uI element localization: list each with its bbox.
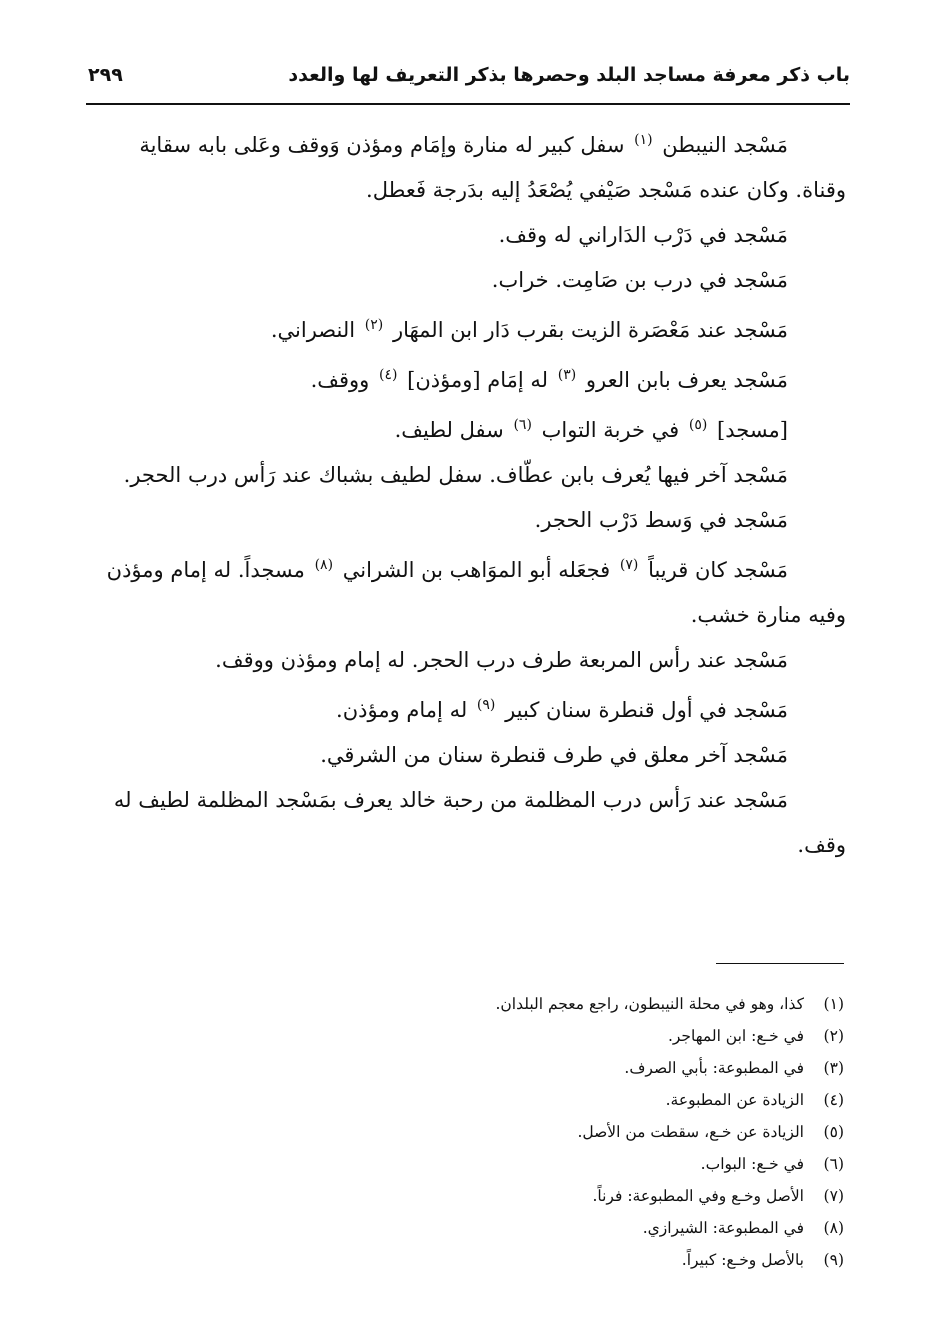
- footnote: [244, 1020, 844, 1052]
- entry-text: مَسْجد آخر فيها يُعرف بابن عطّاف. سفل لطيف بشباك عند رَأس درب الحجر.: [123, 463, 788, 487]
- entry-paragraph: [94, 353, 846, 403]
- entry-text: النصراني.: [270, 318, 356, 342]
- footnote-number: (٩): [823, 1251, 844, 1269]
- entry-paragraph: [94, 403, 846, 453]
- entry-paragraph: [94, 118, 846, 213]
- footnote-text: بالأصل وخـع: كبيراً.: [681, 1251, 804, 1269]
- footnote-number: (٢): [823, 1027, 844, 1045]
- entry-text: مَسْجد عند رأس المربعة طرف درب الحجر. له إمام ومؤذن ووقف.: [215, 648, 788, 672]
- entry-text: مَسْجد في دَرْب الدَاراني له وقف.: [498, 223, 788, 247]
- entry-paragraph: [94, 683, 846, 733]
- footnote-number: (٦): [823, 1155, 844, 1173]
- footnote-ref: (٣): [557, 367, 577, 383]
- entry-text: مَسْجد عند مَعْصَرة الزيت بقرب دَار ابن المهَار: [392, 318, 788, 342]
- footnote-text: الزيادة عن خـع، سقطت من الأصل.: [577, 1123, 804, 1141]
- footnotes: [244, 988, 844, 1276]
- entry-text: في خربة التواب: [541, 418, 680, 442]
- entry-paragraph: [94, 303, 846, 353]
- footnote: [244, 1084, 844, 1116]
- entry-text: مَسْجد آخر معلق في طرف قنطرة سنان من الشرقي.: [320, 743, 788, 767]
- entry-text: له إمام ومؤذن.: [336, 698, 468, 722]
- header-rule: [86, 103, 850, 105]
- footnote-ref: (٥): [688, 417, 708, 433]
- entry-paragraph: [94, 733, 846, 778]
- footnote: [244, 1180, 844, 1212]
- entry-text: مَسْجد يعرف بابن العرو: [585, 368, 788, 392]
- page-number: ٢٩٩: [88, 64, 123, 86]
- footnote-text: في خـع: ابن المهاجر.: [667, 1027, 804, 1045]
- footnote: [244, 1244, 844, 1276]
- footnote-text: في المطبوعة: بأبي الصرف.: [624, 1059, 804, 1077]
- entry-paragraph: [94, 543, 846, 638]
- entry-text: مَسْجد عند رَأس درب المظلمة من رحبة خالد يعرف بمَسْجد المظلمة لطيف له وقف.: [113, 788, 846, 857]
- footnote: [244, 1116, 844, 1148]
- footnote-number: (٨): [823, 1219, 844, 1237]
- footnote-ref: (٤): [379, 367, 398, 383]
- entry-text: [مسجد]: [717, 418, 788, 442]
- footnote-ref: (٩): [476, 697, 496, 713]
- running-head: [88, 62, 850, 96]
- footnote: [244, 1148, 844, 1180]
- entry-text: سفل لطيف.: [394, 418, 504, 442]
- entry-paragraph: [94, 213, 846, 258]
- entry-text: له إمَام [ومؤذن]: [407, 368, 549, 392]
- footnote: [244, 1212, 844, 1244]
- entry-text: مَسْجد في أول قنطرة سنان كبير: [505, 698, 788, 722]
- footnote-number: (١): [823, 995, 844, 1013]
- entry-paragraph: [94, 638, 846, 683]
- entry-text: مَسْجد في وَسط دَرْب الحجر.: [534, 508, 788, 532]
- footnote: [244, 1052, 844, 1084]
- entry-text: سفل كبير له منارة وإمَام ومؤذن وَوقف وعَلى بابه سقاية وقناة. وكان عنده مَسْجد صَيْفي يُصْعَدُ إليه بدَرجة فَعطل.: [139, 133, 846, 202]
- footnote-number: (٥): [823, 1123, 844, 1141]
- footnote-text: الزيادة عن المطبوعة.: [665, 1091, 804, 1109]
- footnote-number: (٤): [823, 1091, 844, 1109]
- footnote-text: الأصل وخـع وفي المطبوعة: فرناً.: [592, 1187, 804, 1205]
- footnote-ref: (١): [634, 132, 653, 148]
- entry-text: فجعَله أبو الموَاهب بن الشراني: [342, 558, 611, 582]
- entry-text: مسجداً. له إمام ومؤذن وفيه منارة خشب.: [106, 558, 846, 627]
- running-title: باب ذكر معرفة مساجد البلد وحصرها بذكر التعريف لها والعدد: [288, 64, 850, 86]
- footnote-ref: (٦): [513, 417, 532, 433]
- footnote-text: كذا، وهو في محلة النيبطون، راجع معجم البلدان.: [495, 995, 804, 1013]
- footnote-ref: (٢): [364, 317, 384, 333]
- footnote-number: (٣): [823, 1059, 844, 1077]
- entry-paragraph: [94, 453, 846, 498]
- entry-paragraph: [94, 258, 846, 303]
- footnote-number: (٧): [823, 1187, 844, 1205]
- footnote-text: في خـع: البواب.: [700, 1155, 804, 1173]
- entry-text: مَسْجد النيبطن: [662, 133, 788, 157]
- entry-text: مَسْجد كان قريباً: [648, 558, 788, 582]
- entry-paragraph: [94, 778, 846, 868]
- entry-paragraph: [94, 498, 846, 543]
- main-text: [94, 118, 846, 868]
- footnote-text: في المطبوعة: الشيرازي.: [642, 1219, 804, 1237]
- footnote-ref: (٧): [619, 557, 639, 573]
- entry-text: ووقف.: [310, 368, 370, 392]
- footnote-rule: [716, 963, 844, 964]
- entry-text: مَسْجد في درب بن صَامِت. خراب.: [491, 268, 788, 292]
- footnote-ref: (٨): [314, 557, 334, 573]
- footnote: [244, 988, 844, 1020]
